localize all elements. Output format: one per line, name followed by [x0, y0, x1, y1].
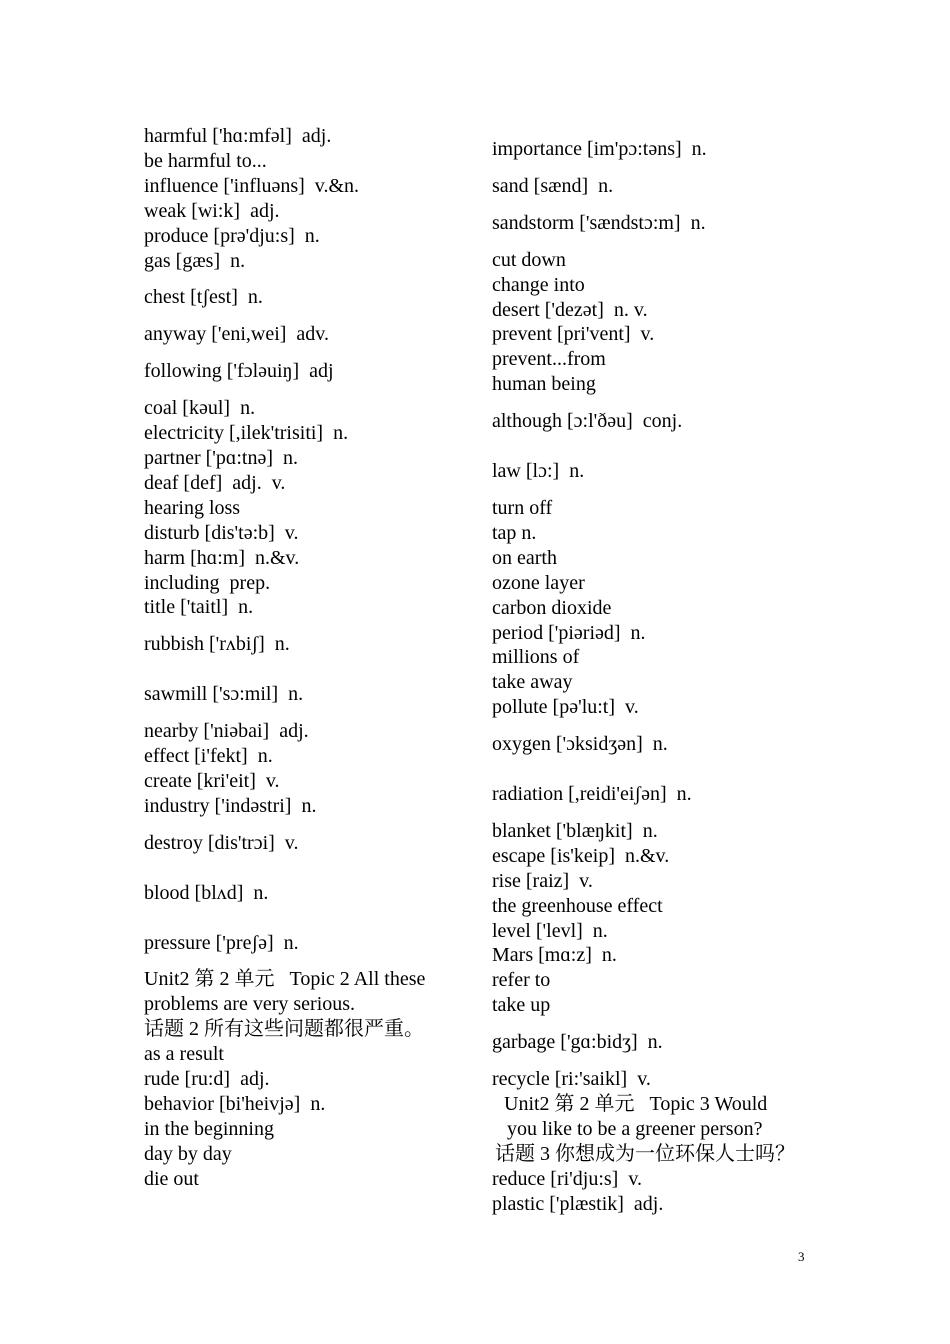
vocab-entry: rubbish ['rʌbiʃ] n.	[144, 633, 290, 656]
vocab-entry: oxygen ['ɔksidʒən] n.	[492, 733, 668, 756]
vocab-entry: prevent [pri'vent] v.	[492, 323, 655, 346]
vocab-entry: turn off	[492, 496, 553, 519]
unit-heading: problems are very serious.	[144, 993, 356, 1016]
vocab-entry: nearby ['niəbai] adj.	[144, 720, 309, 743]
vocab-entry: blanket ['blæŋkit] n.	[492, 819, 658, 842]
vocab-entry: as a result	[144, 1043, 224, 1066]
vocab-entry: blood [blʌd] n.	[144, 881, 269, 904]
vocab-entry: die out	[144, 1167, 199, 1190]
vocab-entry: escape [is'keip] n.&v.	[492, 844, 670, 867]
vocab-entry: radiation [,reidi'eiʃən] n.	[492, 783, 692, 806]
vocab-entry: importance [im'pɔ:təns] n.	[492, 138, 707, 160]
vocab-entry: desert ['dezət] n. v.	[492, 298, 648, 321]
page-number: 3	[798, 1249, 805, 1264]
unit-heading-chinese: 话题 2 所有这些问题都很严重。	[144, 1018, 424, 1041]
vocab-entry: on earth	[492, 546, 557, 569]
vocab-entry: in the beginning	[144, 1117, 274, 1140]
vocab-entry: coal [kəul] n.	[144, 397, 256, 420]
vocab-entry: refer to	[492, 969, 551, 992]
vocab-entry: plastic ['plæstik] adj.	[492, 1192, 664, 1215]
vocab-entry: rude [ru:d] adj.	[144, 1068, 270, 1091]
vocab-entry: ozone layer	[492, 571, 585, 594]
vocab-entry: law [lɔ:] n.	[492, 460, 585, 483]
vocab-entry: harmful ['hɑ:mfəl] adj.	[144, 125, 332, 147]
vocab-entry: tap n.	[492, 521, 537, 544]
vocab-entry: deaf [def] adj. v.	[144, 471, 286, 494]
vocab-entry: Mars [mɑ:z] n.	[492, 944, 617, 967]
vocab-entry: electricity [,ilek'trisiti] n.	[144, 422, 349, 445]
vocab-entry: although [ɔ:l'ðəu] conj.	[492, 410, 683, 433]
vocab-entry: behavior [bi'heivjə] n.	[144, 1093, 326, 1115]
vocab-entry: pressure ['preʃə] n.	[144, 931, 299, 954]
vocab-entry: gas [gæs] n.	[144, 249, 246, 272]
vocab-entry: chest [tʃest] n.	[144, 286, 263, 309]
vocab-entry: rise [raiz] v.	[492, 869, 593, 892]
vocab-entry: carbon dioxide	[492, 596, 612, 619]
vocab-entry: recycle [ri:'saikl] v.	[492, 1068, 651, 1091]
vocab-entry: including prep.	[144, 571, 271, 594]
unit-heading: you like to be a greener person?	[507, 1117, 763, 1140]
vocab-entry: millions of	[492, 646, 580, 669]
vocab-entry: anyway ['eni,wei] adv.	[144, 323, 330, 346]
vocab-entry: human being	[492, 373, 596, 396]
vocab-entry: harm [hɑ:m] n.&v.	[144, 546, 300, 569]
vocab-entry: day by day	[144, 1142, 232, 1165]
vocab-entry: produce [prə'dju:s] n.	[144, 224, 320, 247]
vocab-entry: pollute [pə'lu:t] v.	[492, 696, 639, 719]
vocab-entry: take up	[492, 994, 551, 1017]
vocab-entry: sand [sænd] n.	[492, 174, 614, 197]
vocab-entry: influence ['influəns] v.&n.	[144, 174, 360, 197]
vocab-entry: industry ['indəstri] n.	[144, 794, 317, 817]
vocabulary-column-right	[492, 124, 832, 1217]
vocab-entry: hearing loss	[144, 496, 241, 519]
vocab-entry: the greenhouse effect	[492, 894, 663, 917]
vocab-entry: take away	[492, 671, 573, 694]
unit-heading: Unit2 第 2 单元 Topic 3 Would	[504, 1093, 768, 1115]
vocab-entry: effect [i'fekt] n.	[144, 745, 273, 768]
vocab-entry: disturb [dis'tə:b] v.	[144, 521, 299, 544]
vocab-entry: following ['fɔləuiŋ] adj	[144, 360, 334, 383]
vocab-entry: weak [wi:k] adj.	[144, 199, 280, 222]
vocab-entry: title ['taitl] n.	[144, 596, 254, 619]
vocab-entry: destroy [dis'trɔi] v.	[144, 831, 299, 854]
vocab-entry: garbage ['gɑ:bidʒ] n.	[492, 1031, 663, 1054]
vocab-entry: cut down	[492, 248, 566, 271]
unit-heading: Unit2 第 2 单元 Topic 2 All these	[144, 968, 426, 991]
vocab-entry: be harmful to...	[144, 149, 267, 172]
vocab-entry: period ['piəriəd] n.	[492, 621, 646, 644]
vocab-entry: create [kri'eit] v.	[144, 769, 280, 792]
vocab-entry: reduce [ri'dju:s] v.	[492, 1167, 643, 1190]
vocab-entry: level ['levl] n.	[492, 919, 608, 942]
vocab-entry: sawmill ['sɔ:mil] n.	[144, 683, 304, 706]
vocab-entry: prevent...from	[492, 348, 606, 371]
vocab-entry: change into	[492, 273, 585, 296]
vocab-entry: partner ['pɑ:tnə] n.	[144, 446, 299, 469]
vocab-entry: sandstorm ['sændstɔ:m] n.	[492, 211, 706, 234]
unit-heading-chinese: 话题 3 你想成为一位环保人士吗？	[495, 1142, 795, 1165]
vocabulary-column-left	[144, 124, 474, 1192]
